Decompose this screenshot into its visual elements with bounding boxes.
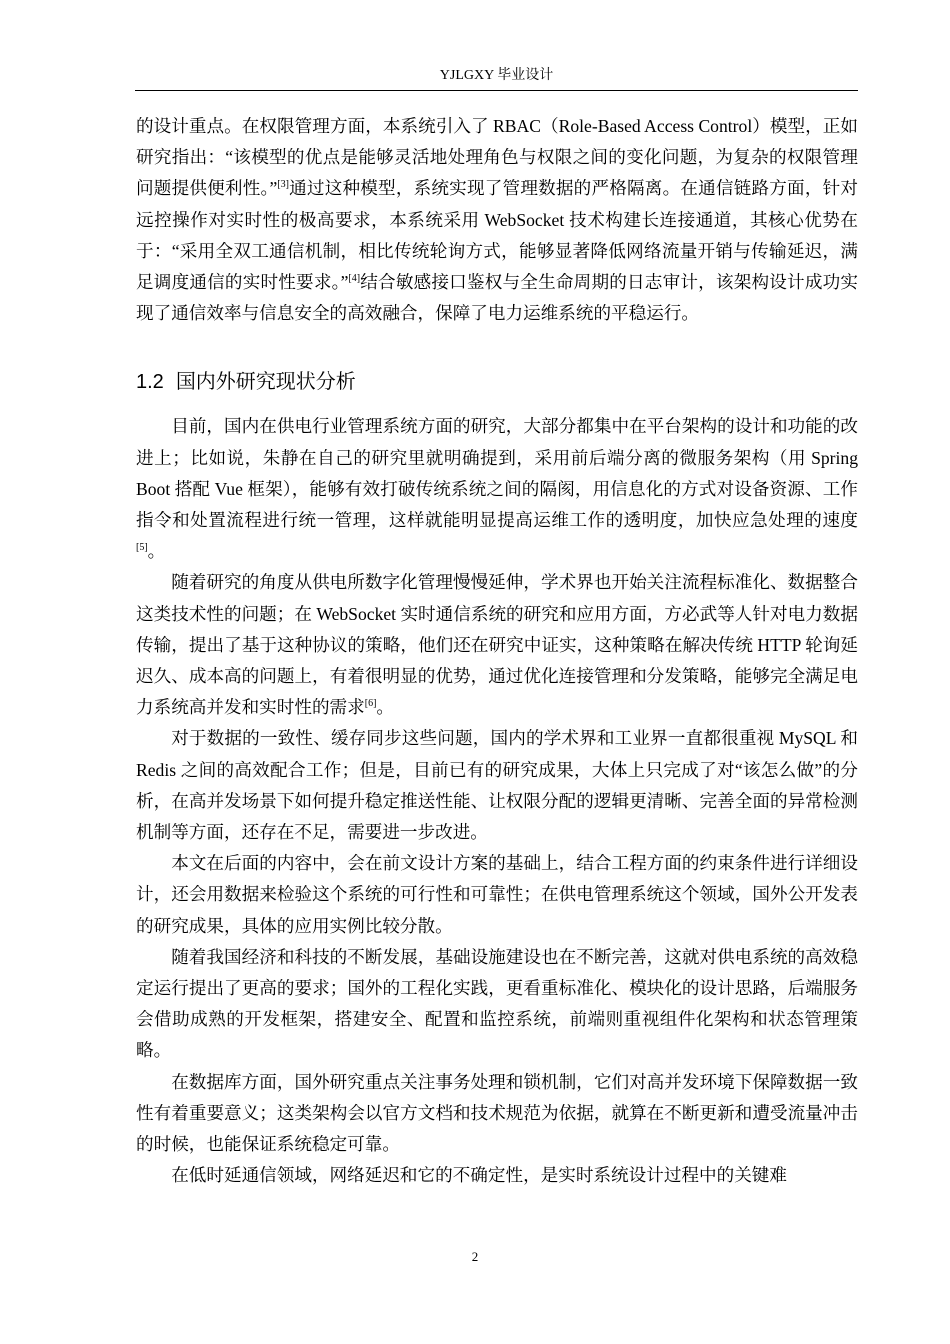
paragraph-text: 的设计重点。在权限管理方面，本系统引入了 RBAC（Role-Based Access Control）模型，正如研究指出：“该模型的优点是能够灵活地处理角色与权限之间的变化问题，为复杂的权限管理问题提供便利性。” bbox=[136, 116, 858, 199]
citation-ref: [4] bbox=[348, 273, 361, 285]
section-number: 1.2 bbox=[136, 371, 164, 394]
header-divider bbox=[135, 90, 858, 91]
paragraph-continued bbox=[136, 111, 858, 329]
paragraph-text: 随着研究的角度从供电所数字化管理慢慢延伸，学术界也开始关注流程标准化、数据整合这类技术性的问题；在 WebSocket 实时通信系统的研究和应用方面，方必武等人针对电力数据传输，提出了基于这种协议的策略，他们还在研究中证实，这种策略在解决传统 HTTP 轮询延迟久、成本高的问题上，有着很明显的优势，通过优化连接管理和分发策略，能够完全满足电力系统高并发和实时性的需求 bbox=[136, 572, 858, 718]
page-number: 2 bbox=[471, 1249, 479, 1264]
section-heading bbox=[136, 367, 858, 397]
paragraph-text: 。 bbox=[376, 697, 395, 718]
citation-ref: [3] bbox=[277, 179, 289, 191]
section-title: 国内外研究现状分析 bbox=[175, 371, 356, 394]
paragraph-text: 。 bbox=[147, 541, 166, 562]
citation-ref: [5] bbox=[136, 542, 148, 554]
citation-ref: [6] bbox=[364, 698, 377, 710]
paragraph bbox=[136, 411, 858, 567]
paragraph-text: 结合敏感接口鉴权与全生命周期的日志审计，该架构设计成功实现了通信效率与信息安全的高效融合，保障了电力运维系统的平稳运行。 bbox=[136, 272, 858, 324]
paragraph bbox=[136, 567, 858, 723]
document-body bbox=[136, 111, 858, 1192]
paragraph-text: 目前，国内在供电行业管理系统方面的研究，大部分都集中在平台架构的设计和功能的改进上；比如说，朱静在自己的研究里就明确提到，采用前后端分离的微服务架构（用 Spring Boot 搭配 Vue 框架），能够有效打破传统系统之间的隔阂，用信息化的方式对设备资源、工作指令和处置流程进行统一管理，这样就能明显提高运维工作的透明度，加快应急处理的速度 bbox=[136, 416, 858, 531]
paragraph-text: 通过这种模型，系统实现了管理数据的严格隔离。在通信链路方面，针对远控操作对实时性的极高要求，本系统采用 WebSocket 技术构建长连接通道，其核心优势在于：“采用全双工通信机制，相比传统轮询方式，能够显著降低网络流量开销与传输延迟，满足调度通信的实时性要求。” bbox=[136, 178, 858, 293]
paragraph: 本文在后面的内容中，会在前文设计方案的基础上，结合工程方面的约束条件进行详细设计，还会用数据来检验这个系统的可行性和可靠性；在供电管理系统这个领域，国外公开发表的研究成果，具体的应用实例比较分散。 bbox=[136, 853, 858, 936]
paragraph: 对于数据的一致性、缓存同步这些问题，国内的学术界和工业界一直都很重视 MySQL 和 Redis 之间的高效配合工作；但是，目前已有的研究成果，大体上只完成了对“该怎么做”的分析，在高并发场景下如何提升稳定推送性能、让权限分配的逻辑更清晰、完善全面的异常检测机制等方面，还存在不足，需要进一步改进。 bbox=[136, 728, 858, 843]
paragraph: 在数据库方面，国外研究重点关注事务处理和锁机制，它们对高并发环境下保障数据一致性有着重要意义；这类架构会以官方文档和技术规范为依据，就算在不断更新和遭受流量冲击的时候，也能保证系统稳定可靠。 bbox=[136, 1071, 858, 1155]
running-header: YJLGXY 毕业设计 bbox=[439, 68, 554, 83]
paragraph: 随着我国经济和科技的不断发展，基础设施建设也在不断完善，这就对供电系统的高效稳定运行提出了更高的要求；国外的工程化实践，更看重标准化、模块化的设计思路，后端服务会借助成熟的开发框架，搭建安全、配置和监控系统，前端则重视组件化架构和状态管理策略。 bbox=[136, 946, 858, 1061]
paragraph: 在低时延通信领域，网络延迟和它的不确定性，是实时系统设计过程中的关键难 bbox=[171, 1165, 787, 1186]
